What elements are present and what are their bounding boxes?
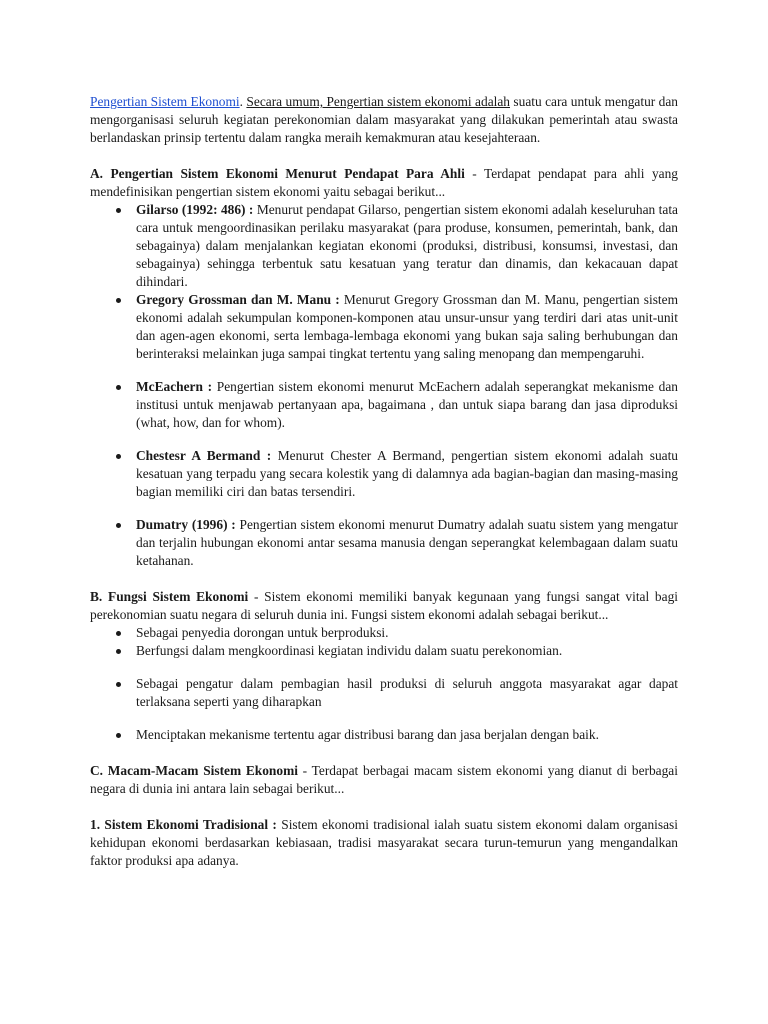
expert-text: Pengertian sistem ekonomi menurut McEachern adalah seperangkat mekanisme dan institusi untuk menjawab pertanyaan apa, bagaimana , dan untuk siapa barang dan jasa diproduksi (what, how, dan for whom). [136,379,679,430]
section-b [90,588,678,744]
expert-name: McEachern : [136,379,213,394]
section-c-heading: C. Macam-Macam Sistem Ekonomi [90,763,298,778]
section-a-heading: A. Pengertian Sistem Ekonomi Menurut Pendapat Para Ahli [90,166,465,181]
intro-period: . [239,94,243,109]
section-b-intro-text: - Sistem ekonomi memiliki banyak kegunaan yang fungsi sangat vital bagi perekonomian suatu negara di seluruh dunia ini. Fungsi sistem ekonomi adalah sebagai berikut... [90,589,678,622]
expert-name: Gregory Grossman dan M. Manu : [136,292,340,307]
list-item [136,291,678,363]
list-item [136,447,678,501]
intro-underlined-text: Secara umum, Pengertian sistem ekonomi adalah [246,94,510,109]
section-a-intro-text: - Terdapat pendapat para ahli yang mendefinisikan pengertian sistem ekonomi yaitu sebagai berikut... [90,166,678,199]
section-c [90,762,678,798]
section-1-heading: 1. Sistem Ekonomi Tradisional : [90,817,277,832]
expert-name: Dumatry (1996) : [136,517,236,532]
list-item: Berfungsi dalam mengkoordinasi kegiatan individu dalam suatu perekonomian. [136,642,678,660]
section-c-intro-text: - Terdapat berbagai macam sistem ekonomi yang dianut di berbagai negara di dunia ini antara lain sebagai berikut... [90,763,678,796]
list-item [136,378,678,432]
function-list [90,624,678,744]
list-item: Sebagai pengatur dalam pembagian hasil produksi di seluruh anggota masyarakat agar dapat terlaksana seperti yang diharapkan [136,676,678,709]
section-a [90,165,678,570]
expert-text: Pengertian sistem ekonomi menurut Dumatry adalah suatu sistem yang mengatur dan terjalin hubungan ekonomi antar sesama manusia dengan seperangkat kelembagaan dalam suatu ketahanan. [136,517,679,568]
expert-list [90,201,678,570]
intro-text: suatu cara untuk mengatur dan mengorganisasi seluruh kegiatan perekonomian dalam masyarakat yang dilakukan pemerintah atau swasta berlandaskan prinsip tertentu dalam rangka meraih kemakmuran atau kesejahteraan. [90,94,678,145]
title-link[interactable]: Pengertian Sistem Ekonomi [90,94,240,109]
section-a-intro [90,165,678,201]
list-item [136,201,678,291]
document-page [90,93,678,870]
section-b-intro [90,588,678,624]
section-b-heading: B. Fungsi Sistem Ekonomi [90,589,249,604]
expert-name: Chestesr A Bermand : [136,448,272,463]
expert-text: Menurut pendapat Gilarso, pengertian sistem ekonomi adalah keseluruhan tata cara untuk mengoordinasikan perilaku masyarakat (para produse, konsumen, pemerintah, bank, dan sebagainya) dalam menjalankan kegiatan ekonomi (produksi, distribusi, konsumsi, investasi, dan sebagainya) sehingga terbentuk satu kesatuan yang teratur dan dinamis, dan kekacauan dapat dihindari. [136,202,678,289]
section-1-text: Sistem ekonomi tradisional ialah suatu sistem ekonomi dalam organisasi kehidupan ekonomi berdasarkan kebiasaan, tradisi masyarakat secara turun-temurun yang mengandalkan faktor produksi apa adanya. [90,817,678,868]
expert-text: Menurut Gregory Grossman dan M. Manu, pengertian sistem ekonomi adalah sekumpulan komponen-komponen atau unsur-unsur yang terdiri dari atas unit-unit dan agen-agen ekonomi, serta lembaga-lembaga ekonomi yang bukan saja saling berhubungan dan berinteraksi melainkan juga sampai tingkat tertentu yang saling menopang dan mempengaruhi. [136,292,678,361]
intro-paragraph [90,93,678,147]
list-item: Menciptakan mekanisme tertentu agar distribusi barang dan jasa berjalan dengan baik. [136,726,678,744]
section-1 [90,816,678,870]
list-item: Sebagai penyedia dorongan untuk berproduksi. [136,624,678,642]
expert-text: Menurut Chester A Bermand, pengertian sistem ekonomi adalah suatu kesatuan yang terpadu yang secara kolestik yang di dalamnya ada bagian-bagian dan masing-masing bagian memiliki ciri dan batas tersendiri. [136,448,679,499]
list-item [136,516,678,570]
expert-name: Gilarso (1992: 486) : [136,202,254,217]
